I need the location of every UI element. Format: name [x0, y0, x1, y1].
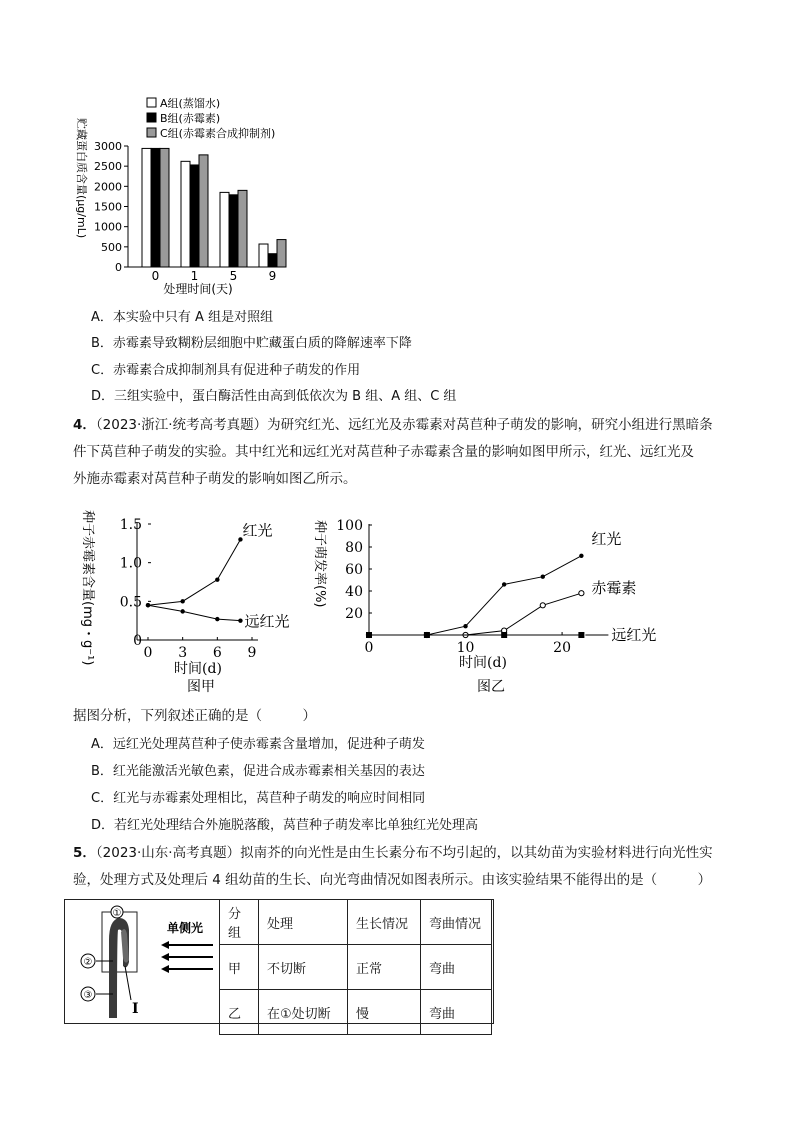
q5-stem-line-1	[73, 843, 713, 863]
stem-text: 为研究红光、远红光及赤霉素对莴苣种子萌发的影响，研究小组进行黑暗条	[267, 417, 713, 433]
table-header-cell: 处理	[259, 900, 348, 945]
legend-swatch-a	[147, 98, 156, 107]
bar-c-1	[199, 155, 208, 267]
data-point	[215, 577, 219, 581]
table-header-cell: 分组	[220, 900, 259, 945]
bar-a-5	[220, 192, 229, 267]
leader-i	[125, 966, 131, 1000]
data-point	[180, 599, 184, 603]
y-tick-label: 0.5	[119, 594, 142, 611]
q4-option-a[interactable]	[91, 735, 425, 755]
q3-option-b[interactable]	[91, 334, 412, 354]
option-label: B．	[91, 764, 113, 779]
x-tick-label: 9	[247, 645, 257, 661]
x-axis-label: 处理时间(天)	[163, 282, 233, 296]
x-tick-label: 6	[212, 645, 222, 661]
data-point	[215, 617, 219, 621]
option-label: B．	[91, 336, 113, 351]
q5-figure-table	[64, 899, 494, 1024]
y-tick-label: 20	[345, 606, 363, 622]
series-line-1	[369, 593, 581, 635]
table-cell: 慢	[348, 990, 421, 1035]
series-label: 远红光	[611, 626, 657, 644]
y-tick-label: 100	[336, 518, 363, 534]
q4-option-d[interactable]	[91, 816, 478, 836]
series-line-1	[148, 605, 240, 620]
series-label: 赤霉素	[591, 579, 637, 598]
series-line-0	[148, 539, 240, 605]
x-tick-label: 9	[268, 269, 277, 283]
table-cell: 在①处切断	[259, 990, 348, 1035]
option-label: A．	[91, 310, 113, 325]
data-point	[579, 554, 583, 558]
q3-option-d[interactable]	[91, 387, 456, 407]
q4-stem-line-3: 外施赤霉素对莴苣种子萌发的影响如图乙所示。	[73, 471, 357, 487]
q3-option-a[interactable]	[91, 308, 273, 328]
y-axis-label: 种子赤霉素含量(mg・g⁻¹)	[80, 510, 95, 666]
y-tick-label: 40	[345, 584, 363, 600]
x-tick-label: 0	[364, 640, 374, 656]
y-tick-label: 1.0	[119, 555, 142, 572]
table-cell: 弯曲	[421, 990, 492, 1035]
y-tick-label: 0	[133, 633, 142, 649]
bar-b-5	[229, 195, 238, 267]
option-label: C．	[91, 363, 114, 378]
x-tick-label: 1	[190, 269, 199, 283]
data-point	[501, 632, 507, 638]
y-tick-label: 0	[115, 261, 122, 274]
series-line-0	[369, 556, 581, 635]
y-tick-label: 1500	[94, 200, 122, 214]
x-axis-label: 时间(d)	[174, 661, 222, 677]
y-tick-label: 2000	[94, 180, 122, 194]
legend-swatch-b	[147, 113, 156, 122]
table-header-cell: 生长情况	[348, 900, 421, 945]
marker-i: I	[132, 1001, 139, 1017]
question-source: （2023·浙江·统考高考真题）	[95, 417, 268, 433]
bar-a-0	[142, 148, 151, 267]
question-source: （2023·山东·高考真题）	[95, 845, 241, 861]
x-tick-label: 0	[151, 269, 160, 283]
marker-3: ③	[83, 990, 93, 1001]
y-tick-label: 1.5	[119, 517, 142, 533]
bar-c-9	[277, 240, 286, 267]
stem-text: 拟南芥的向光性是由生长素分布不均引起的，以其幼苗为实验材料进行向光性实	[240, 845, 713, 861]
light-label: 单侧光	[167, 921, 204, 935]
y-tick-label: 3000	[94, 140, 122, 153]
table-cell: 不切断	[259, 945, 348, 990]
y-tick-label: 500	[101, 240, 122, 254]
option-label: A．	[91, 737, 113, 752]
option-text: 三组实验中，蛋白酶活性由高到低依次为 B 组、A 组、C 组	[114, 389, 457, 404]
option-text: 红光与赤霉素处理相比，莴苣种子萌发的响应时间相同	[113, 791, 426, 806]
x-tick-label: 5	[229, 269, 238, 283]
option-text: 红光能激活光敏色素，促进合成赤霉素相关基因的表达	[112, 764, 425, 779]
legend-label-a: A组(蒸馏水)	[160, 97, 221, 110]
bar-b-9	[268, 254, 277, 267]
q3-bar-chart	[70, 92, 330, 297]
q5-stem-line-2: 验，处理方式及处理后 4 组幼苗的生长、向光弯曲情况如图表所示。由该实验结果不能得出的是（ ）	[73, 872, 712, 888]
series-label: 远红光	[244, 612, 290, 631]
table-cell: 正常	[348, 945, 421, 990]
q4-option-b[interactable]	[91, 762, 425, 782]
table-cell: 弯曲	[421, 945, 492, 990]
data-point	[541, 575, 545, 579]
data-point	[579, 591, 584, 596]
data-point	[146, 603, 150, 607]
series-label: 红光	[242, 521, 273, 540]
light-arrows	[161, 941, 213, 973]
bar-c-5	[238, 190, 247, 267]
data-point	[463, 624, 467, 628]
option-text: 赤霉素导致糊粉层细胞中贮藏蛋白质的降解速率下降	[112, 336, 412, 351]
q4-prompt: 据图分析，下列叙述正确的是（ ）	[73, 708, 316, 724]
table-cell: 乙	[220, 990, 259, 1035]
q4-figure-yi	[310, 510, 657, 695]
y-axis-label: 种子萌发率(%)	[312, 520, 327, 608]
option-text: 远红光处理莴苣种子使赤霉素含量增加，促进种子萌发	[112, 737, 425, 752]
series-label: 红光	[591, 529, 622, 548]
option-label: D．	[91, 818, 115, 833]
table-cell: 甲	[220, 945, 259, 990]
data-point	[502, 582, 506, 586]
x-tick-label: 20	[553, 640, 571, 656]
q4-stem-line-1	[73, 415, 713, 435]
x-axis-label: 时间(d)	[459, 655, 507, 671]
q4-stem-line-2: 件下莴苣种子萌发的实验。其中红光和远红光对莴苣种子赤霉素含量的影响如图甲所示，红光、远红光及	[73, 444, 694, 460]
option-text: 本实验中只有 A 组是对照组	[112, 310, 274, 325]
seedling-diagram	[65, 900, 220, 1024]
legend-label-c: C组(赤霉素合成抑制剂)	[160, 127, 276, 140]
question-number: 4．	[73, 417, 96, 433]
data-point	[424, 632, 430, 638]
table-row	[220, 945, 492, 990]
data-point	[366, 632, 372, 638]
x-tick-label: 10	[456, 640, 475, 656]
x-tick-label: 3	[178, 645, 188, 661]
option-label: C．	[91, 791, 114, 806]
y-tick-label: 60	[345, 562, 363, 578]
table-header-cell: 弯曲情况	[421, 900, 492, 945]
x-tick-label: 0	[143, 645, 153, 661]
bar-b-0	[151, 148, 160, 267]
legend-label-b: B组(赤霉素)	[160, 112, 221, 125]
figure-caption: 图甲	[187, 679, 215, 695]
bar-b-1	[190, 165, 199, 267]
y-tick-label: 1000	[94, 220, 122, 234]
table-row	[220, 990, 492, 1035]
q4-option-c[interactable]	[91, 789, 425, 809]
data-point	[540, 603, 545, 608]
y-tick-label: 80	[345, 540, 363, 556]
q5-result-table	[219, 899, 492, 1035]
table-header-row	[220, 900, 492, 945]
option-text: 赤霉素合成抑制剂具有促进种子萌发的作用	[113, 363, 361, 378]
marker-2: ②	[83, 957, 93, 968]
y-axis-label: 贮藏蛋白质含量(μg/mL)	[75, 118, 88, 239]
q4-figure-jia	[78, 510, 318, 695]
figure-caption: 图乙	[477, 679, 505, 695]
y-tick-label: 2500	[94, 160, 122, 174]
option-text: 若红光处理结合外施脱落酸，莴苣种子萌发率比单独红光处理高	[114, 818, 479, 833]
marker-1: ①	[112, 908, 122, 919]
question-number: 5．	[73, 845, 96, 861]
legend-swatch-c	[147, 128, 156, 137]
data-point	[238, 618, 242, 622]
bar-a-9	[259, 244, 268, 267]
data-point	[578, 632, 584, 638]
bar-c-0	[160, 148, 169, 267]
bar-a-1	[181, 161, 190, 267]
option-label: D．	[91, 389, 115, 404]
q3-option-c[interactable]	[91, 361, 360, 381]
data-point	[180, 609, 184, 613]
